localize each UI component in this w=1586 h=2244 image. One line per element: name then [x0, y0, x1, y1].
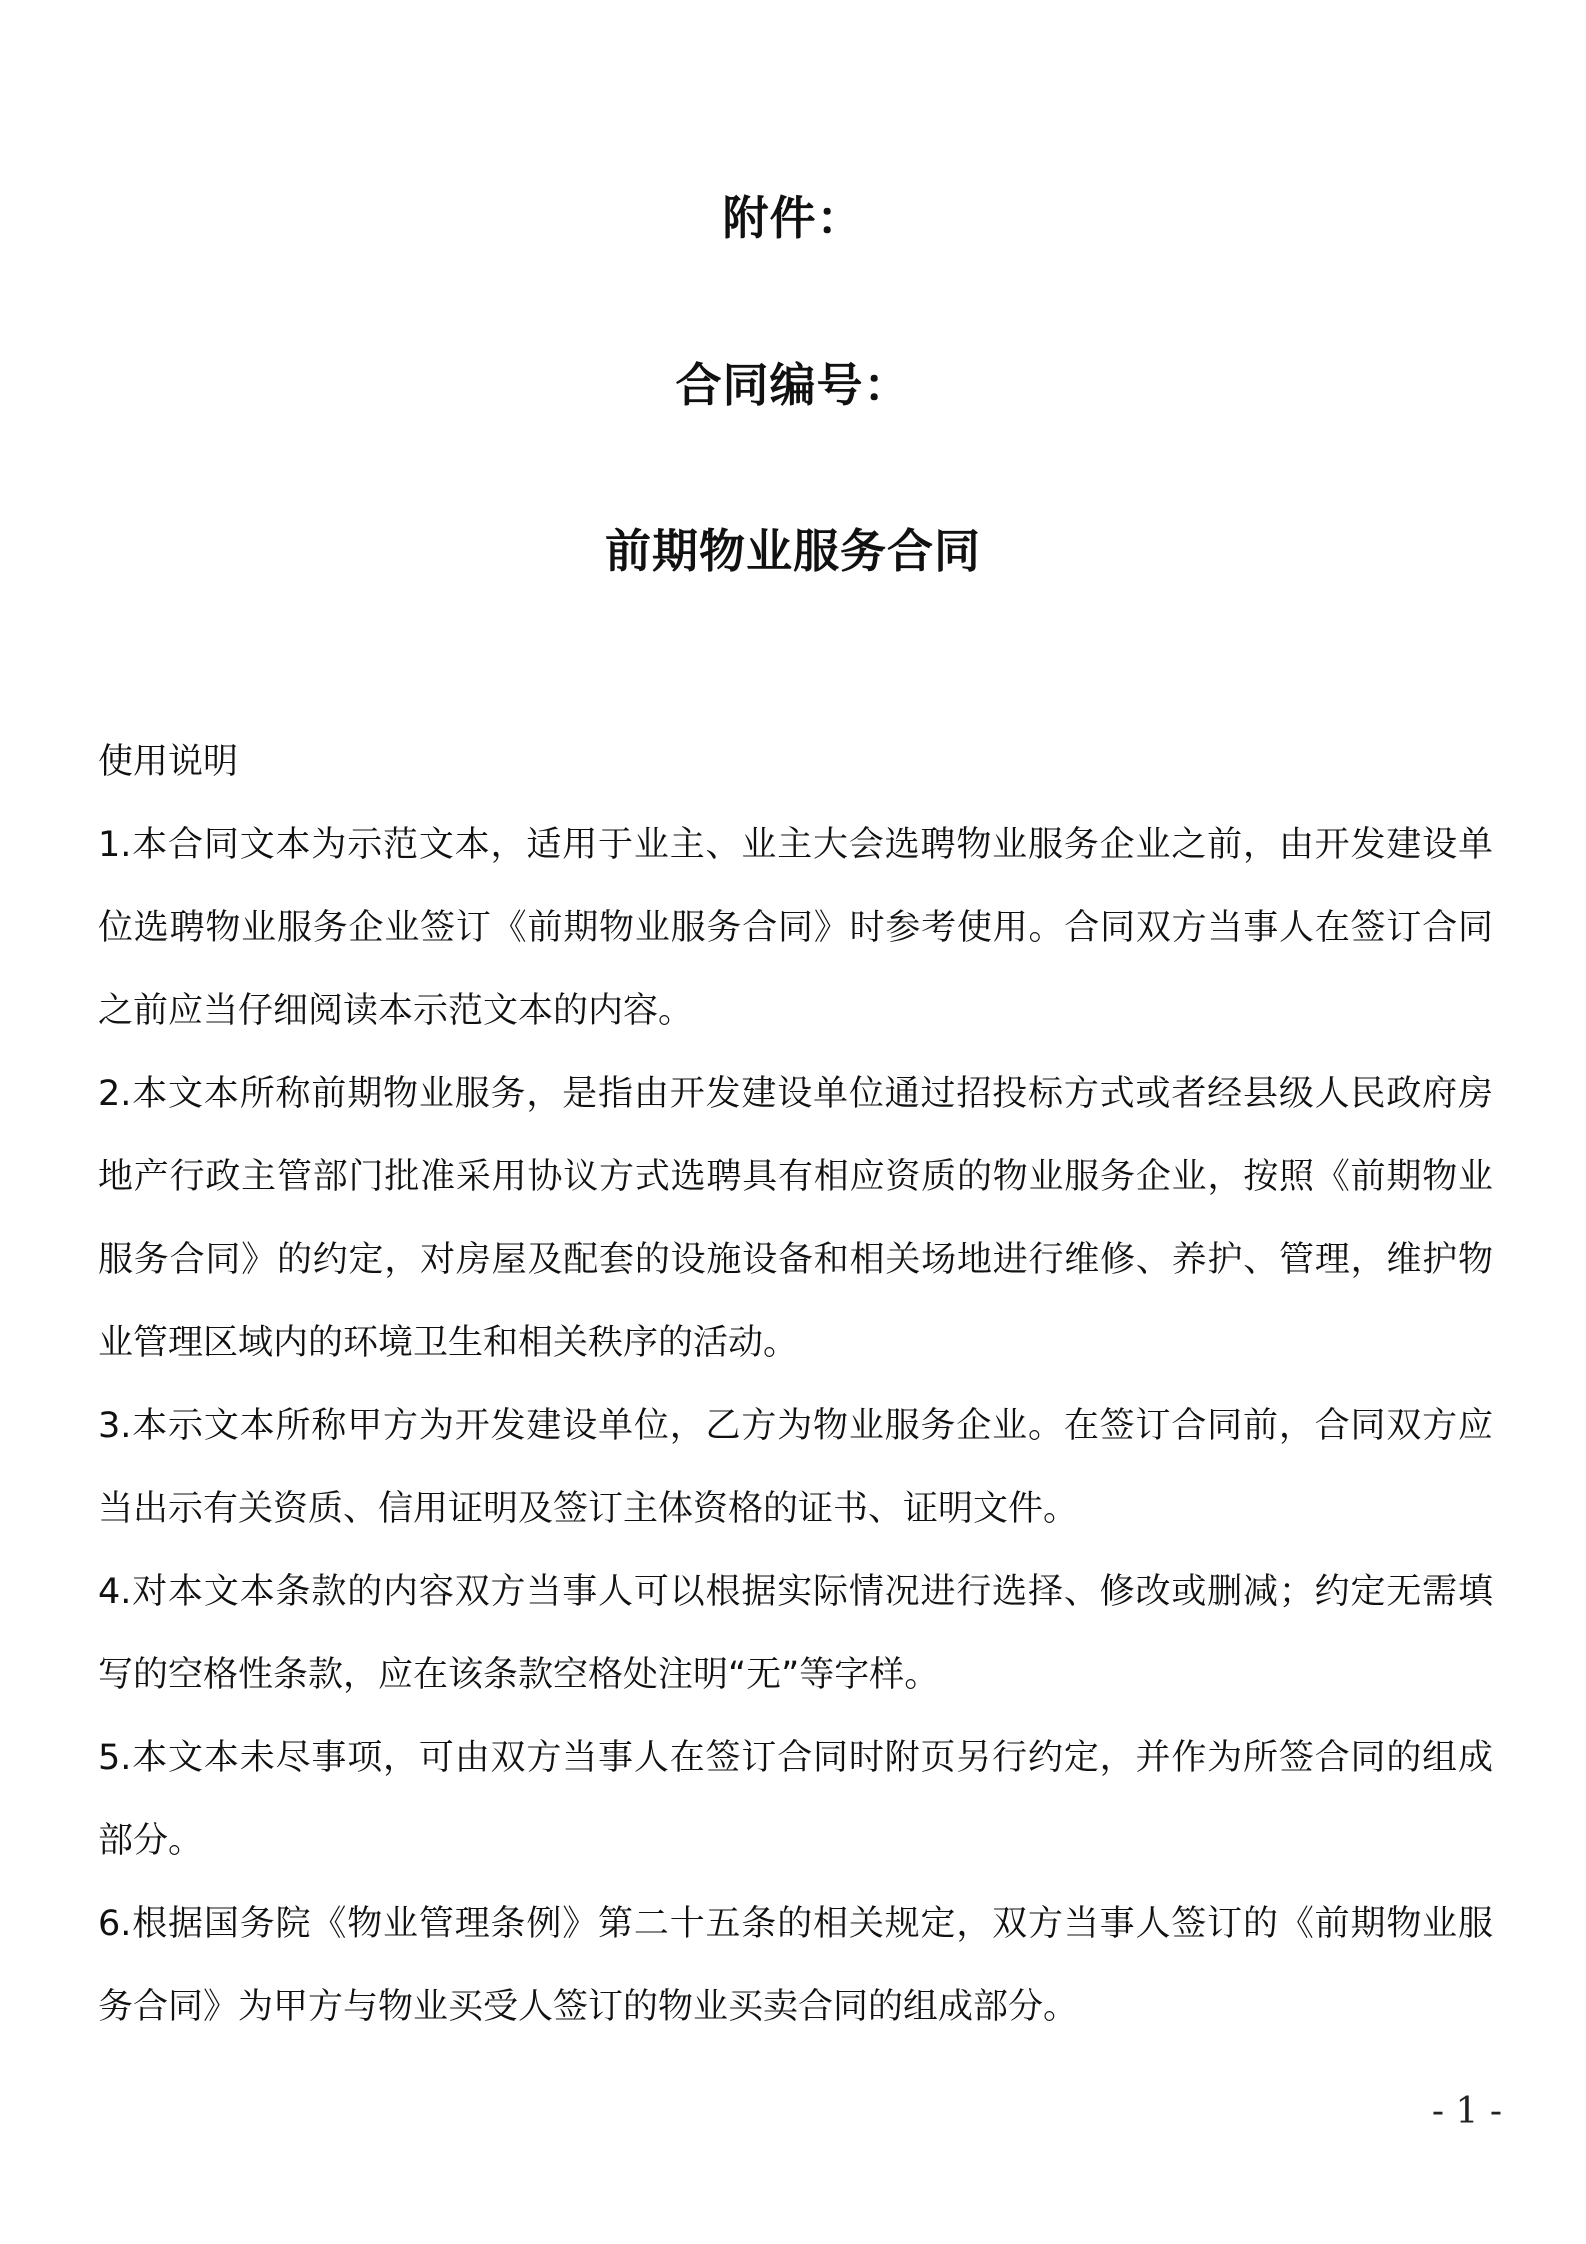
- instruction-item-5: 5.本文本未尽事项，可由双方当事人在签订合同时附页另行约定，并作为所签合同的组成部分。: [98, 1738, 1493, 1861]
- page-number: - 1 -: [1431, 2091, 1502, 2132]
- document-title: 前期物业服务合同: [605, 524, 981, 578]
- contract-number-heading: 合同编号：: [675, 358, 911, 412]
- instruction-item-2: 2.本文本所称前期物业服务，是指由开发建设单位通过招投标方式或者经县级人民政府房地产行政主管部门批准采用协议方式选聘具有相应资质的物业服务企业，按照《前期物业服务合同》的约定，对房屋及配套的设施设备和相关场地进行维修、养护、管理，维护物业管理区域内的环境卫生和相关秩序的活动。: [98, 1074, 1493, 1363]
- instruction-item-6: 6.根据国务院《物业管理条例》第二十五条的相关规定，双方当事人签订的《前期物业服务合同》为甲方与物业买受人签订的物业买卖合同的组成部分。: [98, 1904, 1493, 2027]
- instructions-label: 使用说明: [98, 742, 239, 782]
- attachment-heading: 附件：: [722, 191, 864, 245]
- instruction-item-4: 4.对本文本条款的内容双方当事人可以根据实际情况进行选择、修改或删减；约定无需填写的空格性条款，应在该条款空格处注明“无”等字样。: [98, 1572, 1493, 1695]
- instructions-list: [98, 804, 1493, 2049]
- instruction-item-3: 3.本示文本所称甲方为开发建设单位，乙方为物业服务企业。在签订合同前，合同双方应当出示有关资质、信用证明及签订主体资格的证书、证明文件。: [98, 1406, 1493, 1529]
- instruction-item-1: 1.本合同文本为示范文本，适用于业主、业主大会选聘物业服务企业之前，由开发建设单位选聘物业服务企业签订《前期物业服务合同》时参考使用。合同双方当事人在签订合同之前应当仔细阅读本示范文本的内容。: [98, 825, 1493, 1031]
